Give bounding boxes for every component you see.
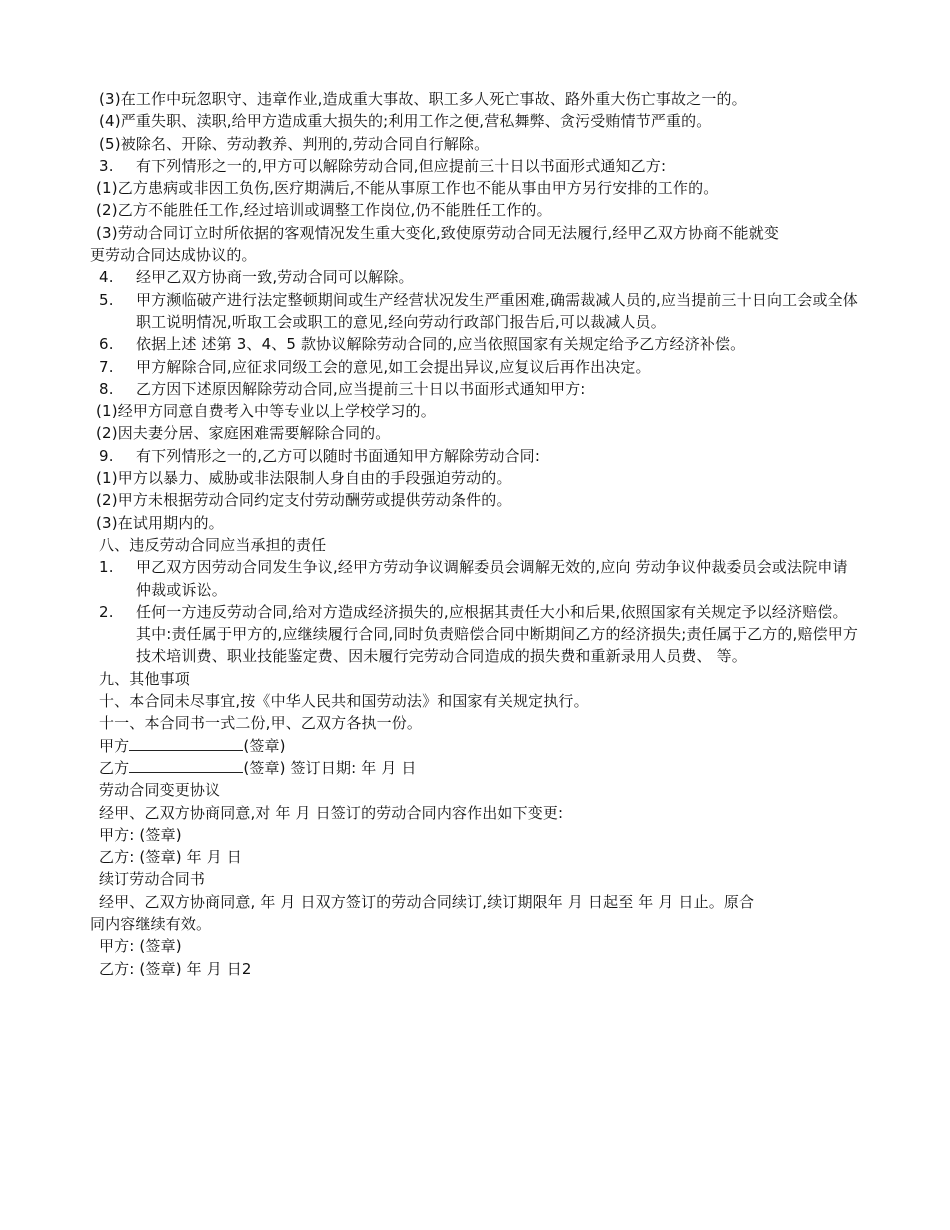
- clause-number: 5.: [99, 290, 114, 309]
- clause-text: 甲乙双方因劳动合同发生争议,经甲方劳动争议调解委员会调解无效的,应向 劳动争议仲裁委员会或法院申请仲裁或诉讼。: [136, 558, 848, 599]
- party-a-label: 甲方: [99, 736, 130, 755]
- clause-text: (5)被除名、开除、劳动教养、判刑的,劳动合同自行解除。: [99, 134, 490, 153]
- numbered-clause: [90, 601, 860, 668]
- section-heading: 九、其他事项: [99, 669, 190, 688]
- clause-text: (2)因夫妻分居、家庭困难需要解除合同的。: [96, 424, 391, 443]
- clause-text: 有下列情形之一的,乙方可以随时书面通知甲方解除劳动合同:: [136, 446, 541, 465]
- clause-text: (4)严重失职、渎职,给甲方造成重大损失的;利用工作之便,营私舞弊、贪污受贿情节严重的。: [99, 112, 712, 131]
- signature-line: 乙方: (签章) 年 月 日2: [99, 959, 252, 978]
- clause-text: 经甲、乙双方协商同意, 年 月 日双方签订的劳动合同续订,续订期限年 月 日起至 年 月 日止。原合: [99, 892, 755, 911]
- signature-line: 甲方: (签章): [99, 937, 182, 956]
- clause-text: 同内容继续有效。: [90, 914, 212, 933]
- seal-label: (签章): [243, 736, 286, 755]
- clause-number: 3.: [99, 156, 114, 175]
- clause-text: (1)甲方以暴力、威胁或非法限制人身自由的手段强迫劳动的。: [96, 469, 512, 488]
- numbered-clause: [90, 333, 860, 355]
- signature-line: 乙方: (签章) 年 月 日: [99, 848, 242, 867]
- section-heading: 续订劳动合同书: [99, 870, 206, 889]
- section-heading: 十一、本合同书一式二份,甲、乙双方各执一份。: [99, 714, 423, 733]
- section-heading: 十、本合同未尽事宜,按《中华人民共和国劳动法》和国家有关规定执行。: [99, 692, 589, 711]
- clause-text: (2)乙方不能胜任工作,经过培训或调整工作岗位,仍不能胜任工作的。: [96, 201, 552, 220]
- numbered-clause: [90, 155, 860, 177]
- clause-number: 1.: [99, 558, 114, 577]
- clause-text: 乙方因下述原因解除劳动合同,应当提前三十日以书面形式通知甲方:: [136, 379, 586, 398]
- clause-text: 更劳动合同达成协议的。: [90, 246, 257, 265]
- clause-number: 8.: [99, 379, 114, 398]
- clause-text: 甲方解除合同,应征求同级工会的意见,如工会提出异议,应复议后再作出决定。: [136, 357, 651, 376]
- clause-text: (1)经甲方同意自费考入中等专业以上学校学习的。: [96, 402, 436, 421]
- clause-text: 甲方濒临破产进行法定整顿期间或生产经营状况发生严重困难,确需裁减人员的,应当提前三十日向工会或全体职工说明情况,听取工会或职工的意见,经向劳动行政部门报告后,可以裁减人员。: [136, 290, 858, 331]
- clause-number: 6.: [99, 335, 114, 354]
- document-page: [90, 88, 860, 980]
- section-heading: 八、违反劳动合同应当承担的责任: [99, 535, 327, 554]
- numbered-clause: [90, 356, 860, 378]
- party-b-signature-line: [90, 757, 860, 779]
- clause-text: 任何一方违反劳动合同,给对方造成经济损失的,应根据其责任大小和后果,依照国家有关规定予以经济赔偿。其中:责任属于甲方的,应继续履行合同,同时负责赔偿合同中断期间乙方的经济损失;责任属于乙方的,赔偿甲方技术培训费、职业技能鉴定费、因未履行完劳动合同造成的损失费和重新录用人员费、 等。: [136, 602, 859, 666]
- party-a-signature-line: [90, 735, 860, 757]
- clause-number: 4.: [99, 268, 114, 287]
- clause-text: (3)劳动合同订立时所依据的客观情况发生重大变化,致使原劳动合同无法履行,经甲乙双方协商不能就变: [96, 223, 779, 242]
- clause-number: 2.: [99, 602, 114, 621]
- clause-text: 有下列情形之一的,甲方可以解除劳动合同,但应提前三十日以书面形式通知乙方:: [136, 156, 667, 175]
- numbered-clause: [90, 289, 860, 334]
- section-heading: 劳动合同变更协议: [99, 781, 221, 800]
- clause-text: 依据上述 述第 3、4、5 款协议解除劳动合同的,应当依照国家有关规定给予乙方经济补偿。: [136, 335, 746, 354]
- clause-number: 9.: [99, 446, 114, 465]
- numbered-clause: [90, 378, 860, 400]
- clause-text: 经甲、乙双方协商同意,对 年 月 日签订的劳动合同内容作出如下变更:: [99, 803, 564, 822]
- signature-blank: [129, 736, 243, 751]
- numbered-clause: [90, 445, 860, 467]
- numbered-clause: [90, 556, 860, 601]
- signature-line: 甲方: (签章): [99, 825, 182, 844]
- clause-text: (2)甲方未根据劳动合同约定支付劳动酬劳或提供劳动条件的。: [96, 491, 512, 510]
- party-b-label: 乙方: [99, 758, 130, 777]
- clause-text: (1)乙方患病或非因工负伤,医疗期满后,不能从事原工作也不能从事由甲方另行安排的工作的。: [96, 179, 719, 198]
- clause-text: 经甲乙双方协商一致,劳动合同可以解除。: [136, 268, 414, 287]
- signature-blank: [129, 758, 243, 773]
- clause-number: 7.: [99, 357, 114, 376]
- clause-text: (3)在试用期内的。: [96, 513, 224, 532]
- seal-and-date-label: (签章) 签订日期: 年 月 日: [243, 758, 417, 777]
- numbered-clause: [90, 266, 860, 288]
- clause-text: (3)在工作中玩忽职守、违章作业,造成重大事故、职工多人死亡事故、路外重大伤亡事故之一的。: [99, 90, 747, 108]
